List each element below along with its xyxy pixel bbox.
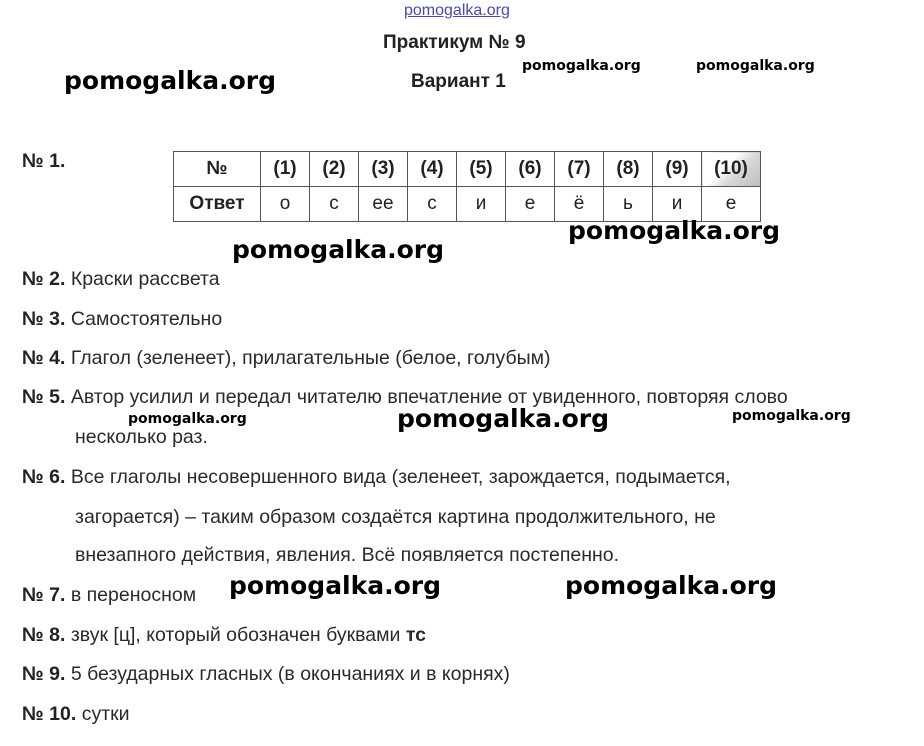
- table-header-label: №: [174, 152, 261, 187]
- question-number: № 7.: [22, 584, 66, 606]
- table-cell: е: [702, 187, 761, 222]
- table-cell: и: [653, 187, 702, 222]
- answer-text-continued: несколько раз.: [75, 426, 208, 448]
- answer-text: Самостоятельно: [70, 308, 223, 330]
- table-column-header: (5): [457, 152, 506, 187]
- question-3: [22, 308, 222, 331]
- table-cell: ее: [359, 187, 408, 222]
- watermark: pomogalka.org: [732, 408, 851, 424]
- watermark: pomogalka.org: [64, 66, 277, 95]
- question-number: № 10.: [22, 703, 77, 725]
- table-cell: и: [457, 187, 506, 222]
- question-7: [22, 584, 196, 607]
- question-number: № 6.: [22, 466, 66, 488]
- answer-text: Все глаголы несовершенного вида (зеленеет, зарождается, подымается,: [70, 466, 731, 488]
- answer-text-bold: тс: [405, 624, 426, 646]
- question-number: № 5.: [22, 386, 66, 408]
- answer-text: 5 безударных гласных (в окончаниях и в корнях): [70, 663, 510, 685]
- question-number: № 4.: [22, 347, 66, 369]
- table-cell: о: [261, 187, 310, 222]
- table-column-header: (4): [408, 152, 457, 187]
- watermark: pomogalka.org: [397, 404, 610, 433]
- question-1-number: № 1.: [22, 150, 66, 172]
- watermark: pomogalka.org: [565, 571, 778, 600]
- watermark: pomogalka.org: [229, 571, 442, 600]
- question-number: № 2.: [22, 268, 66, 290]
- answer-text-continued: загорается) – таким образом создаётся картина продолжительного, не: [75, 506, 716, 528]
- question-number: № 3.: [22, 308, 66, 330]
- answer-text: Глагол (зеленеет), прилагательные (белое, голубым): [70, 347, 551, 369]
- table-answer-label: Ответ: [174, 187, 261, 222]
- answer-text: сутки: [81, 703, 130, 725]
- table-column-header: (7): [555, 152, 604, 187]
- question-2: [22, 268, 220, 291]
- table-cell: ь: [604, 187, 653, 222]
- question-number: № 8.: [22, 624, 66, 646]
- answer-text: в переносном: [70, 584, 197, 606]
- question-4: [22, 347, 551, 370]
- table-column-header: (9): [653, 152, 702, 187]
- question-10: [22, 703, 130, 726]
- table-column-header: (1): [261, 152, 310, 187]
- watermark: pomogalka.org: [568, 216, 781, 245]
- site-header-link[interactable]: pomogalka.org: [404, 2, 510, 19]
- answer-table: [173, 151, 761, 222]
- question-9: [22, 663, 510, 686]
- table-cell: е: [506, 187, 555, 222]
- watermark: pomogalka.org: [128, 411, 247, 427]
- question-8: [22, 624, 426, 647]
- answer-text: Краски рассвета: [70, 268, 220, 290]
- table-column-header: (3): [359, 152, 408, 187]
- table-header-row: [174, 152, 761, 187]
- answer-text: звук [ц], который обозначен буквами: [70, 624, 401, 646]
- table-cell: с: [408, 187, 457, 222]
- watermark: pomogalka.org: [522, 58, 641, 74]
- table-cell: ё: [555, 187, 604, 222]
- table-column-header: (2): [310, 152, 359, 187]
- table-column-header: (8): [604, 152, 653, 187]
- table-cell: с: [310, 187, 359, 222]
- table-column-header: (10): [702, 152, 761, 187]
- question-number: № 9.: [22, 663, 66, 685]
- watermark: pomogalka.org: [696, 58, 815, 74]
- page-title: Практикум № 9: [383, 32, 526, 53]
- answer-text: Автор усилил и передал читателю впечатление от увиденного, повторяя слово: [70, 386, 788, 408]
- watermark: pomogalka.org: [232, 235, 445, 264]
- answer-text-continued: внезапного действия, явления. Всё появляется постепенно.: [75, 544, 620, 566]
- question-6: [22, 466, 731, 489]
- table-column-header: (6): [506, 152, 555, 187]
- variant-heading: Вариант 1: [411, 71, 506, 92]
